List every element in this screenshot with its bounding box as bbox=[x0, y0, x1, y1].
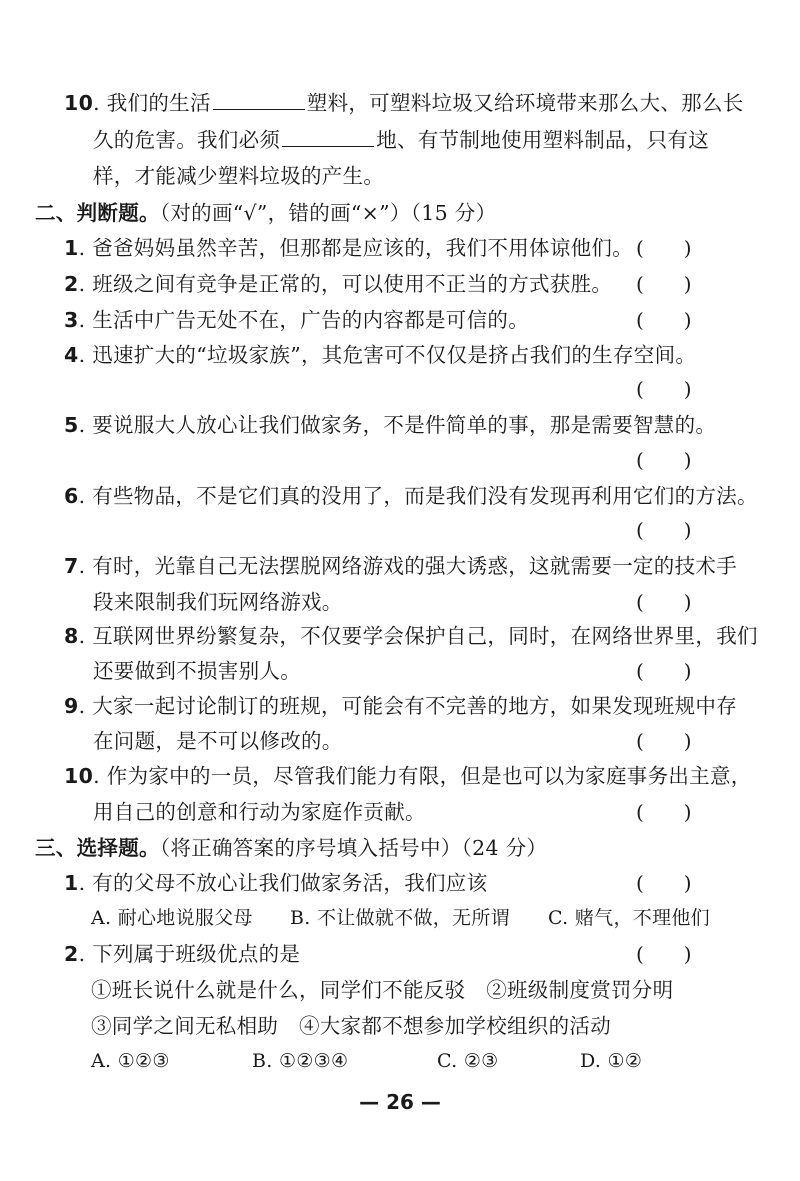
judgement-item: 8. 互联网世界纷繁复杂，不仅要学会保护自己，同时，在网络世界里，我们 bbox=[64, 624, 758, 648]
option-b[interactable]: B. ①②③④ bbox=[252, 1050, 349, 1072]
judgement-item: 7. 有时，光靠自己无法摆脱网络游戏的强大诱惑，这就需要一定的技术手 bbox=[64, 554, 738, 578]
judgement-item-continued: 用自己的创意和行动为家庭作贡献。 bbox=[93, 800, 426, 824]
answer-paren[interactable]: ( ) bbox=[636, 729, 692, 753]
judgement-item-continued: 还要做到不损害别人。 bbox=[93, 659, 301, 683]
judgement-item: 4. 迅速扩大的“垃圾家族”，其危害可不仅仅是挤占我们的生存空间。 bbox=[64, 343, 697, 367]
fill-in-q10-line1: 10. 我们的生活 塑料，可塑料垃圾又给环境带来那么大、那么长 bbox=[64, 91, 744, 115]
option-a[interactable]: A. 耐心地说服父母 bbox=[91, 907, 253, 929]
judgement-item: 10. 作为家中的一员，尽管我们能力有限，但是也可以为家庭事务出主意， bbox=[64, 764, 752, 788]
answer-paren[interactable]: ( ) bbox=[636, 800, 692, 824]
judgement-item: 3. 生活中广告无处不在，广告的内容都是可信的。 bbox=[64, 308, 530, 332]
answer-blank[interactable] bbox=[282, 126, 374, 147]
option-a[interactable]: A. ①②③ bbox=[91, 1050, 170, 1072]
answer-paren[interactable]: ( ) bbox=[636, 590, 692, 614]
statement-list-line2: ③同学之间无私相助 ④大家都不想参加学校组织的活动 bbox=[91, 1014, 611, 1038]
judgement-item-continued: 段来限制我们玩网络游戏。 bbox=[93, 590, 343, 614]
answer-paren[interactable]: ( ) bbox=[636, 871, 692, 895]
answer-paren[interactable]: ( ) bbox=[636, 308, 692, 332]
question-number: 10 bbox=[64, 91, 94, 115]
judgement-item: 5. 要说服大人放心让我们做家务，不是件简单的事，那是需要智慧的。 bbox=[64, 413, 717, 437]
answer-paren[interactable]: ( ) bbox=[636, 236, 692, 260]
answer-paren[interactable]: ( ) bbox=[636, 518, 692, 542]
section-heading-judgement: 二、判断题。（对的画“√”，错的画“×”）（15 分） bbox=[35, 201, 497, 225]
statement-list-line1: ①班长说什么就是什么，同学们不能反驳 ②班级制度赏罚分明 bbox=[91, 978, 674, 1002]
section-heading-choice: 三、选择题。（将正确答案的序号填入括号中）（24 分） bbox=[35, 836, 548, 860]
answer-blank[interactable] bbox=[213, 89, 305, 110]
fill-in-q10-line2: 久的危害。我们必须 地、有节制地使用塑料制品，只有这 bbox=[93, 128, 710, 152]
judgement-item: 6. 有些物品，不是它们真的没用了，而是我们没有发现再利用它们的方法。 bbox=[64, 484, 758, 508]
judgement-item: 2. 班级之间有竞争是正常的，可以使用不正当的方式获胜。 bbox=[64, 272, 613, 296]
option-b[interactable]: B. 不让做就不做，无所谓 bbox=[290, 907, 510, 929]
judgement-item-continued: 在问题，是不可以修改的。 bbox=[93, 729, 343, 753]
judgement-item: 1. 爸爸妈妈虽然辛苦，但那都是应该的，我们不用体谅他们。 bbox=[64, 236, 634, 260]
answer-paren[interactable]: ( ) bbox=[636, 659, 692, 683]
choice-question: 1. 有的父母不放心让我们做家务活，我们应该 bbox=[64, 871, 488, 895]
page-number: — 26 — bbox=[359, 1090, 441, 1114]
choice-question: 2. 下列属于班级优点的是 bbox=[64, 942, 301, 966]
answer-paren[interactable]: ( ) bbox=[636, 942, 692, 966]
option-c[interactable]: C. ②③ bbox=[437, 1050, 499, 1072]
option-d[interactable]: D. ①② bbox=[580, 1050, 643, 1072]
answer-paren[interactable]: ( ) bbox=[636, 448, 692, 472]
option-c[interactable]: C. 赌气，不理他们 bbox=[548, 907, 710, 929]
answer-paren[interactable]: ( ) bbox=[636, 377, 692, 401]
fill-in-q10-line3: 样，才能减少塑料垃圾的产生。 bbox=[93, 164, 385, 188]
answer-paren[interactable]: ( ) bbox=[636, 272, 692, 296]
judgement-item: 9. 大家一起讨论制订的班规，可能会有不完善的地方，如果发现班规中存 bbox=[64, 694, 738, 718]
